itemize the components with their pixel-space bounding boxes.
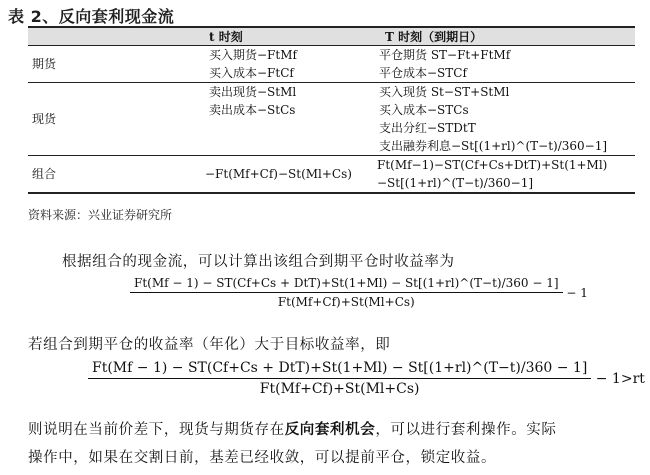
table-row-spot: [28, 83, 635, 156]
cell-line: 买入期货−FtMf: [209, 48, 297, 62]
paragraph-1: 根据组合的现金流，可以计算出该组合到期平仓时收益率为: [62, 254, 455, 270]
cell-line: 卖出成本−StCs: [209, 103, 296, 117]
formula-denominator: Ft(Mf+Cf)+St(Ml+Cs): [277, 295, 415, 309]
formula-denominator: Ft(Mf+Cf)+St(Ml+Cs): [259, 381, 420, 397]
formula-tail: − 1>rt: [595, 370, 645, 387]
table-header-row: [28, 27, 635, 46]
row-label: 组合: [32, 167, 57, 181]
cell-line: 买入现货 St−ST+StMl: [379, 85, 510, 99]
cell-line: 卖出现货−StMl: [209, 85, 297, 99]
formula-numerator: Ft(Mf − 1) − ST(Cf+Cs + DtT)+St(1+Ml) − St[(1+rl)^(T−t)/360 − 1]: [88, 360, 591, 379]
cell-line: −St[(1+rl)^(T−t)/360−1]: [377, 176, 534, 190]
formula-tail: − 1: [566, 285, 588, 300]
paragraph-4: 操作中，如果在交割日前，基差已经收敛，可以提前平仓，锁定收益。: [28, 450, 497, 466]
row-label: 期货: [32, 57, 57, 71]
cell-line: 买入成本−FtCf: [209, 66, 294, 80]
table-title: 表 2、反向套利现金流: [8, 7, 175, 26]
t-cell: [113, 83, 349, 156]
cell-line: 买入成本−STCs: [379, 103, 469, 117]
cell-line: 平仓期货 ST−Ft+FtMf: [379, 48, 511, 62]
cell-line: 支出融券利息−St[(1+rl)^(T−t)/360−1]: [379, 139, 608, 153]
source-note: 资料来源：兴业证券研究所: [28, 208, 173, 222]
paragraph-3-post: ，可以进行套利操作。实际: [375, 422, 557, 438]
cell-line: −Ft(Mf+Cf)−St(Ml+Cs): [205, 167, 352, 181]
header-empty: [28, 27, 113, 46]
t-cell: [113, 156, 352, 194]
table-row-portfolio: [28, 156, 635, 194]
cell-line: 支出分红−STDtT: [379, 121, 476, 135]
paragraph-2: 若组合到期平仓的收益率（年化）大于目标收益率，即: [28, 337, 391, 353]
formula-fraction: [88, 360, 591, 397]
header-t: t 时刻: [209, 30, 243, 44]
table-row-futures: [28, 46, 635, 83]
formula-numerator: Ft(Mf − 1) − ST(Cf+Cs + DtT)+St(1+Ml) − St[(1+rl)^(T−t)/360 − 1]: [130, 276, 563, 293]
paragraph-3-emphasis: 反向套利机会: [284, 421, 376, 438]
cell-line: 平仓成本−STCf: [379, 66, 467, 80]
formula-condition: [88, 360, 645, 397]
T-cell: [349, 46, 635, 83]
T-cell: [349, 156, 635, 194]
header-T: T 时刻（到期日）: [385, 30, 483, 44]
row-label: 现货: [32, 112, 57, 126]
formula-return: [130, 276, 588, 309]
cash-flow-table: [28, 26, 635, 194]
cell-line: Ft(Mf−1)−ST(Cf+Cs+DtT)+St(1+Ml): [377, 158, 608, 172]
t-cell: [113, 46, 349, 83]
T-cell: [349, 83, 635, 156]
paragraph-3-pre: 则说明在当前价差下，现货与期货存在: [28, 422, 285, 438]
formula-fraction: [130, 276, 563, 309]
paragraph-3: [28, 418, 557, 439]
